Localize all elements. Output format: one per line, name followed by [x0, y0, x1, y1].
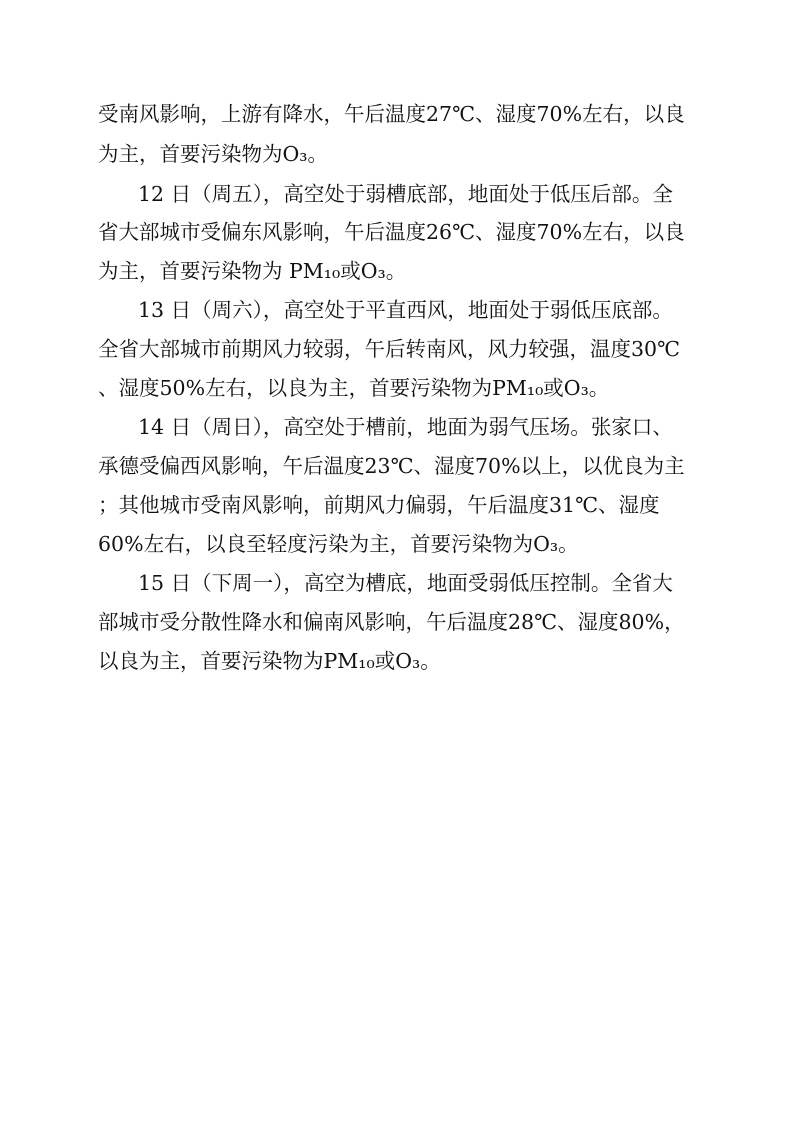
paragraph-13-line-3: 、湿度50%左右，以良为主，首要污染物为PM₁₀或O₃。	[98, 376, 610, 400]
paragraph-12-line-3: 为主，首要污染物为 PM₁₀或O₃。	[98, 259, 407, 283]
paragraph-14-line-4: 60%左右，以良至轻度污染为主，首要污染物为O₃。	[98, 532, 579, 556]
paragraph-12-line-1: 12 日（周五），高空处于弱槽底部，地面处于低压后部。全	[138, 182, 673, 206]
paragraph-14-line-3: ；其他城市受南风影响，前期风力偏弱，午后温度31℃、湿度	[98, 493, 660, 517]
paragraph-14-line-2: 承德受偏西风影响，午后温度23℃、湿度70%以上，以优良为主	[98, 454, 685, 478]
text-line-1: 受南风影响，上游有降水，午后温度27℃、湿度70%左右，以良	[98, 102, 685, 126]
paragraph-15-line-1: 15 日（下周一），高空为槽底，地面受弱低压控制。全省大	[138, 571, 673, 595]
paragraph-13-line-1: 13 日（周六），高空处于平直西风，地面处于弱低压底部。	[138, 298, 673, 322]
paragraph-12-line-2: 省大部城市受偏东风影响，午后温度26℃、湿度70%左右，以良	[98, 220, 685, 244]
paragraph-15-line-3: 以良为主，首要污染物为PM₁₀或O₃。	[98, 649, 441, 673]
paragraph-14-line-1: 14 日（周日），高空处于槽前，地面为弱气压场。张家口、	[138, 415, 673, 439]
text-line-2: 为主，首要污染物为O₃。	[98, 142, 329, 166]
paragraph-15-line-2: 部城市受分散性降水和偏南风影响，午后温度28℃、湿度80%，	[98, 610, 685, 634]
paragraph-13-line-2: 全省大部城市前期风力较弱，午后转南风，风力较强，温度30℃	[98, 337, 681, 361]
